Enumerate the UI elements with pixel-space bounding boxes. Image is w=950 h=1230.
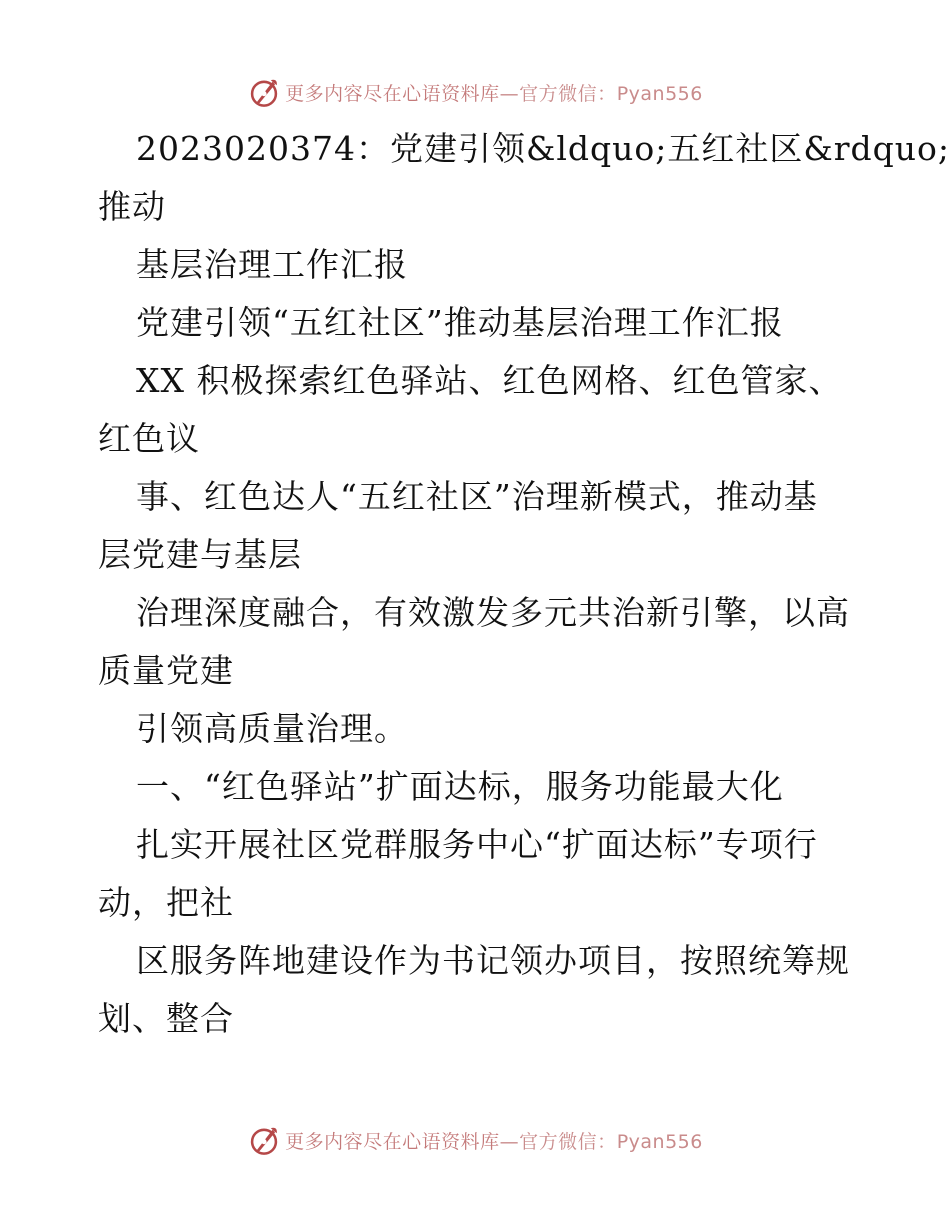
banner-wechat-label: 官方微信： — [519, 1130, 617, 1153]
footer-banner — [0, 1120, 950, 1160]
banner-dash: — — [499, 1130, 520, 1153]
text-line: 层党建与基层 — [98, 535, 302, 574]
banner-text — [285, 79, 703, 106]
text-line: 党建引领“五红社区”推动基层治理工作汇报 — [136, 303, 784, 342]
banner-wechat-label: 官方微信： — [519, 82, 617, 105]
text-line: 质量党建 — [98, 651, 234, 690]
banner-dash: — — [499, 82, 520, 105]
text-line: 推动 — [98, 187, 166, 226]
text-line: 红色议 — [98, 419, 200, 458]
banner-main-text: 更多内容尽在心语资料库 — [285, 82, 500, 105]
text-line: 扎实开展社区党群服务中心“扩面达标”专项行 — [136, 825, 818, 864]
text-line: 治理深度融合，有效激发多元共治新引擎，以高 — [136, 593, 850, 632]
text-line: 2023020374：党建引领&ldquo;五红社区&rdquo; — [136, 129, 950, 168]
header-banner — [0, 72, 950, 112]
text-line: 划、整合 — [98, 999, 234, 1038]
banner-text — [285, 1127, 703, 1154]
text-line: 一、“红色驿站”扩面达标，服务功能最大化 — [136, 767, 784, 806]
text-line: 事、红色达人“五红社区”治理新模式，推动基 — [136, 477, 818, 516]
quill-logo-icon — [247, 1123, 281, 1157]
quill-logo-icon — [247, 75, 281, 109]
text-line: XX 积极探索红色驿站、红色网格、红色管家、 — [136, 361, 843, 400]
text-line: 引领高质量治理。 — [136, 709, 408, 748]
banner-wechat-id: Pyan556 — [616, 1130, 703, 1153]
banner-wechat-id: Pyan556 — [616, 82, 703, 105]
text-line: 基层治理工作汇报 — [136, 245, 408, 284]
banner-main-text: 更多内容尽在心语资料库 — [285, 1130, 500, 1153]
document-body — [98, 120, 950, 1048]
text-line: 动，把社 — [98, 883, 234, 922]
text-line: 区服务阵地建设作为书记领办项目，按照统筹规 — [136, 941, 850, 980]
